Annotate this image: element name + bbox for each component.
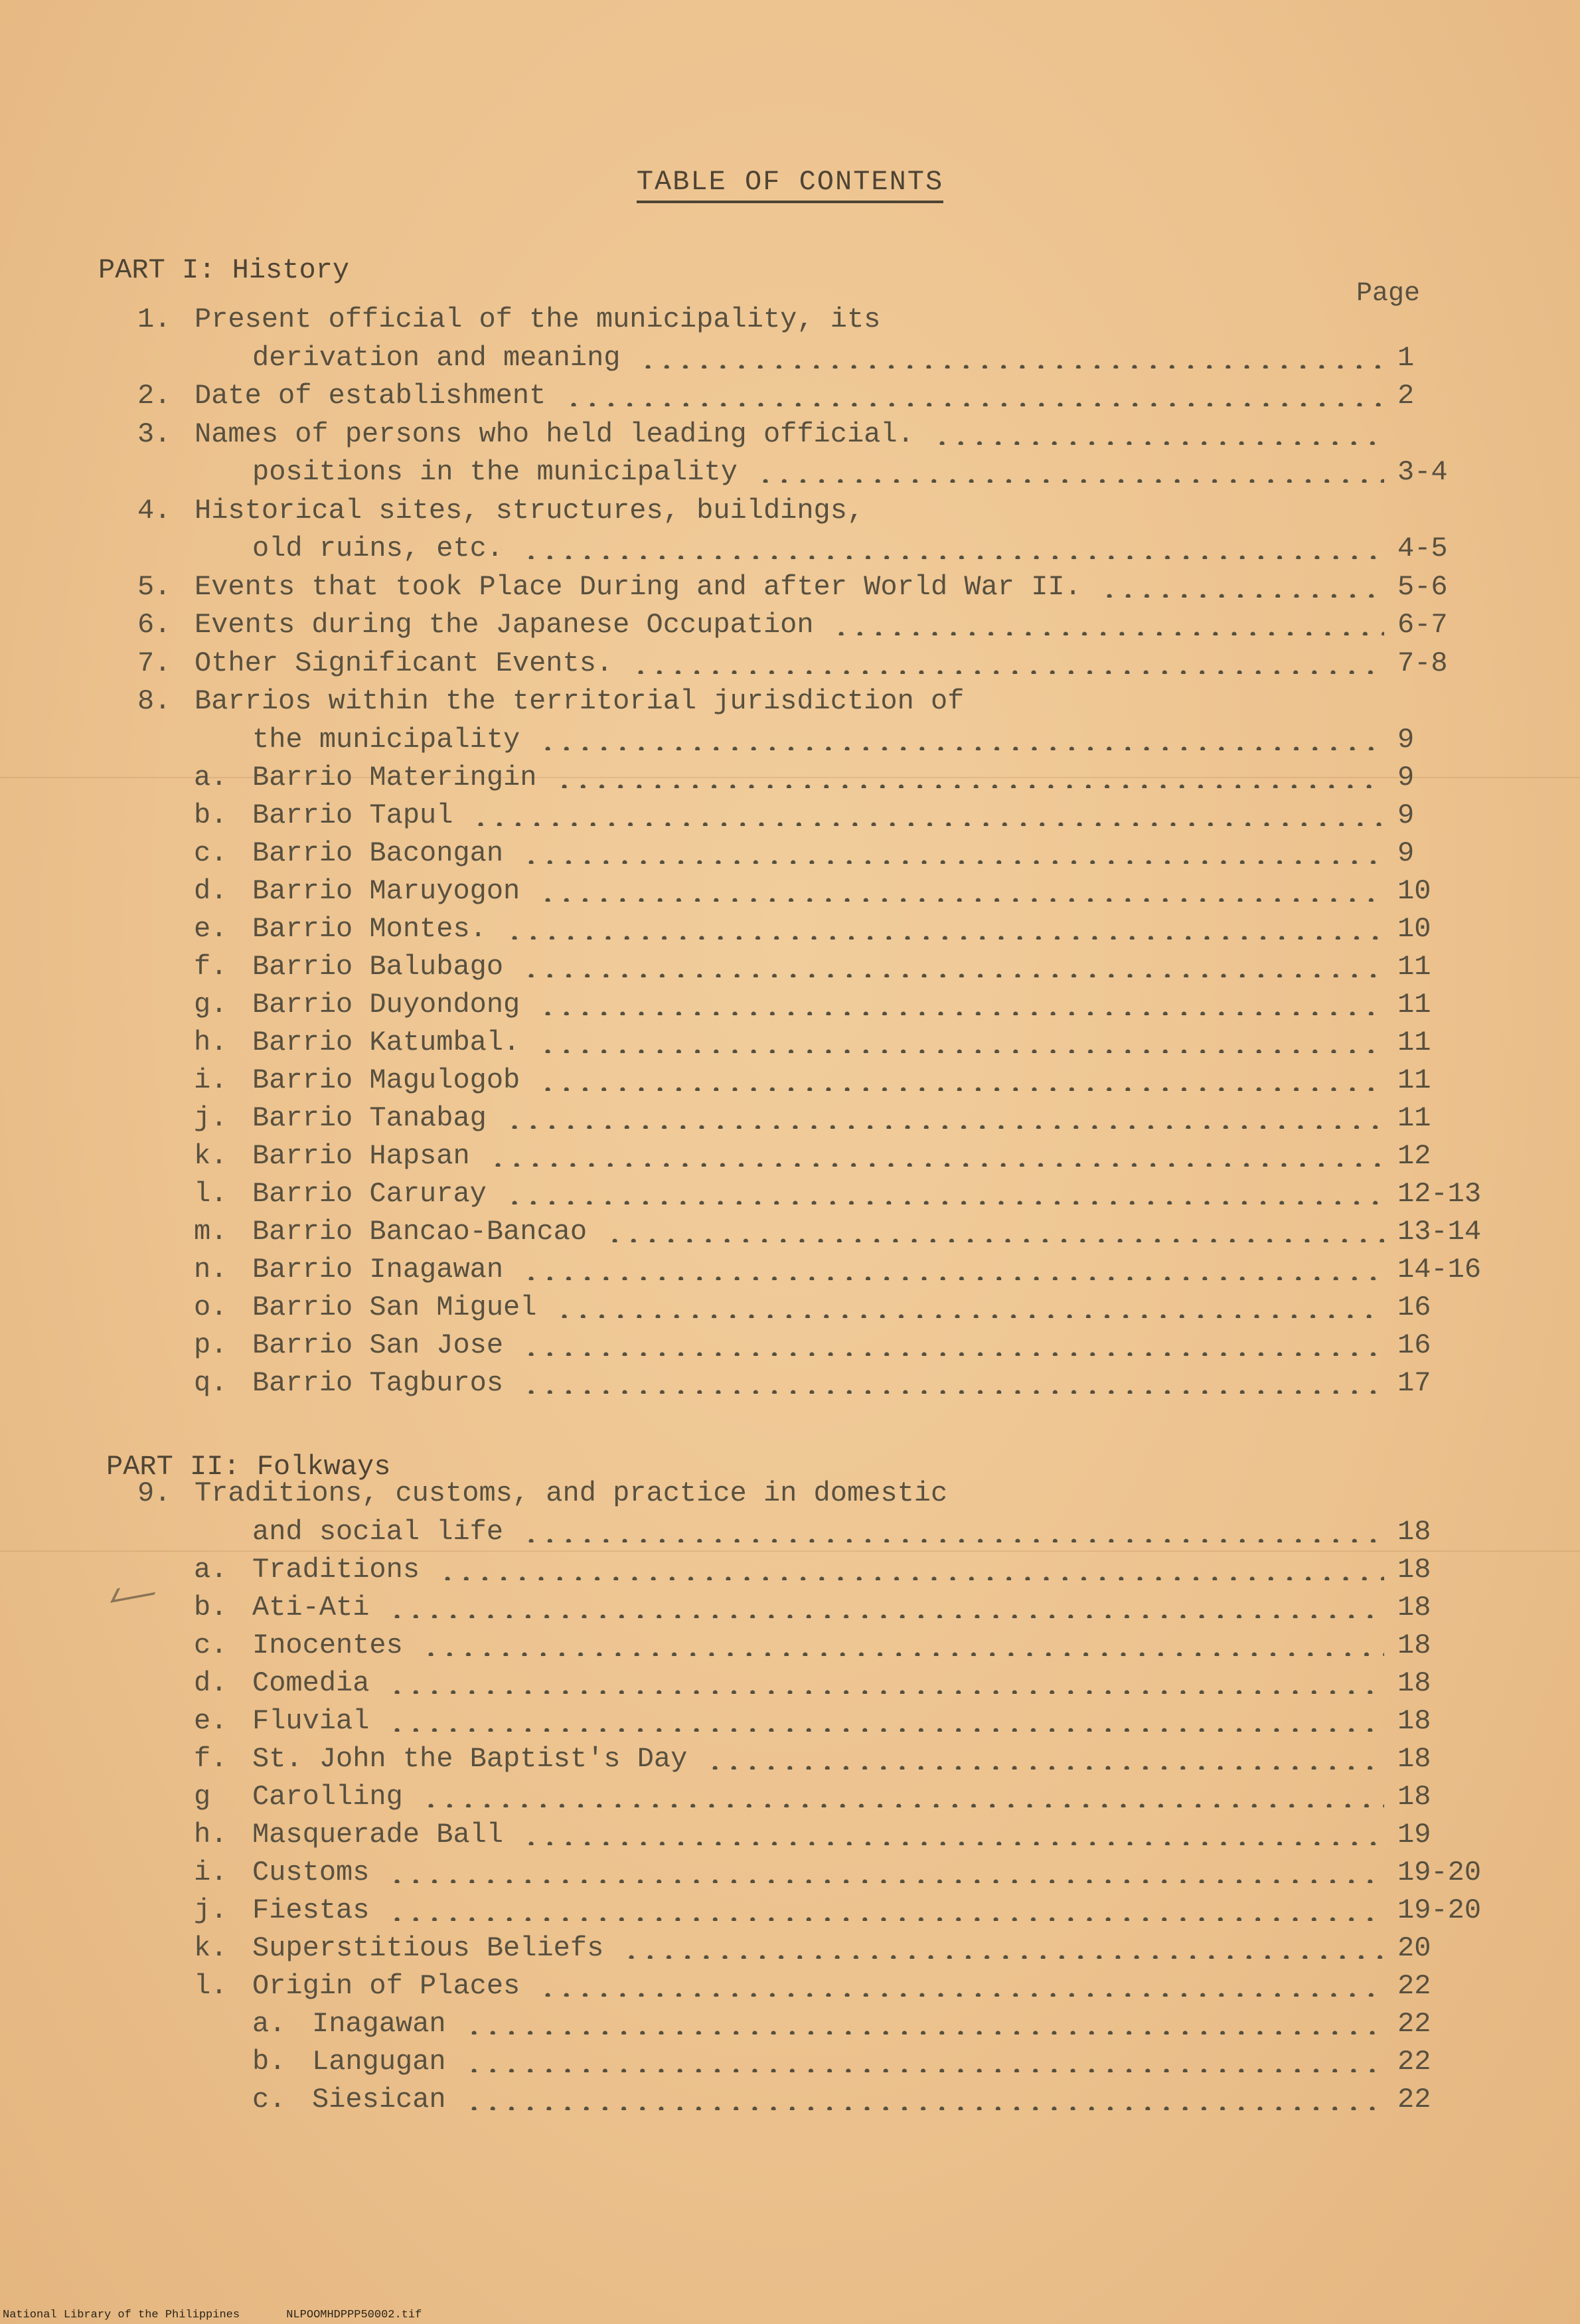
toc-row	[0, 2084, 1580, 2121]
toc-item-number: 7.	[137, 647, 171, 679]
toc-row	[0, 837, 1580, 874]
toc-item-number: l.	[194, 1970, 228, 2002]
toc-item-label: Barrio Magulogob	[252, 1064, 520, 1096]
toc-page-number: 5-6	[1397, 571, 1448, 603]
toc-item-number: m.	[194, 1216, 228, 1248]
toc-page-number: 18	[1397, 1667, 1431, 1699]
toc-item-label: Inagawan	[312, 2008, 446, 2040]
toc-item-number: c.	[194, 1629, 228, 1661]
toc-item-label: Names of persons who held leading official.	[195, 418, 914, 450]
dot-leader	[465, 2068, 1384, 2072]
toc-item-number: 4.	[137, 495, 171, 527]
dot-leader	[505, 936, 1384, 940]
dot-leader	[489, 1163, 1384, 1167]
toc-row	[0, 989, 1580, 1026]
toc-item-number: i.	[194, 1064, 228, 1096]
toc-page-number: 9	[1397, 799, 1415, 831]
toc-item-number: e.	[194, 913, 228, 945]
toc-item-label: Barrio Tanabag	[252, 1102, 487, 1134]
toc-item-label: Barrio San Jose	[252, 1329, 504, 1361]
toc-item-number: 8.	[137, 685, 171, 717]
toc-page-number: 18	[1397, 1705, 1431, 1737]
toc-item-number: i.	[194, 1857, 228, 1888]
toc-row	[0, 1178, 1580, 1215]
toc-item-label: Origin of Places	[252, 1970, 520, 2002]
toc-item-label: Traditions, customs, and practice in domestic	[195, 1477, 948, 1509]
toc-page-number: 11	[1397, 951, 1431, 983]
toc-row	[0, 1554, 1580, 1591]
toc-page-number: 22	[1397, 2084, 1431, 2116]
page-column-header: Page	[1356, 279, 1421, 309]
toc-item-number: c.	[194, 837, 228, 869]
toc-row	[0, 495, 1580, 532]
dot-leader	[538, 746, 1384, 750]
toc-item-number: p.	[194, 1329, 228, 1361]
toc-item-number: h.	[194, 1027, 228, 1058]
toc-row	[0, 1516, 1580, 1553]
toc-item-number: k.	[194, 1932, 228, 1964]
dot-leader	[505, 1201, 1384, 1204]
toc-item-number: 3.	[137, 418, 171, 450]
toc-row	[0, 1894, 1580, 1932]
dot-leader	[555, 1314, 1384, 1318]
toc-item-number: f.	[194, 951, 228, 983]
toc-row	[0, 1329, 1580, 1367]
toc-row	[0, 456, 1580, 493]
toc-page-number: 7-8	[1397, 647, 1448, 679]
toc-item-number: c.	[252, 2084, 286, 2116]
toc-item-number: 2.	[137, 380, 171, 412]
footer-library: National Library of the Philippines	[3, 2309, 240, 2321]
toc-item-label: Historical sites, structures, buildings,	[195, 495, 864, 527]
toc-page-number: 9	[1397, 724, 1415, 756]
dot-leader	[522, 1841, 1384, 1845]
toc-row	[0, 1743, 1580, 1780]
toc-item-label: Date of establishment	[195, 380, 546, 412]
toc-row	[0, 1592, 1580, 1629]
toc-item-label: Comedia	[252, 1667, 370, 1699]
toc-item-number: k.	[194, 1140, 228, 1172]
toc-item-number: e.	[194, 1705, 228, 1737]
toc-row	[0, 571, 1580, 608]
toc-item-label: Ati-Ati	[252, 1592, 370, 1623]
toc-row	[0, 762, 1580, 799]
toc-item-number: j.	[194, 1102, 228, 1134]
toc-item-label: Barrio Maruyogon	[252, 875, 520, 907]
toc-item-label: Barrio Inagawan	[252, 1254, 504, 1286]
dot-leader	[555, 784, 1384, 788]
toc-item-label: Barrio Balubago	[252, 951, 504, 983]
toc-page-number: 1	[1397, 342, 1415, 374]
toc-item-label: Inocentes	[252, 1629, 403, 1661]
toc-item-number: b.	[194, 799, 228, 831]
toc-item-label: positions in the municipality	[252, 456, 738, 488]
toc-row	[0, 1216, 1580, 1253]
toc-row	[0, 1781, 1580, 1818]
toc-page-number: 20	[1397, 1932, 1431, 1964]
toc-row	[0, 1367, 1580, 1404]
toc-page-number: 12-13	[1397, 1178, 1482, 1210]
dot-leader	[388, 1728, 1384, 1732]
toc-page-number: 12	[1397, 1140, 1431, 1172]
dot-leader	[388, 1879, 1384, 1883]
toc-page-number: 22	[1397, 2008, 1431, 2040]
toc-row	[0, 1064, 1580, 1102]
dot-leader	[832, 631, 1384, 635]
toc-row	[0, 2008, 1580, 2045]
toc-item-number: q.	[194, 1367, 228, 1399]
toc-item-label: Traditions	[252, 1554, 420, 1586]
toc-page-number: 11	[1397, 989, 1431, 1021]
toc-row	[0, 1857, 1580, 1894]
toc-item-label: Barrio Duyondong	[252, 989, 520, 1021]
toc-row	[0, 1705, 1580, 1742]
toc-row	[0, 380, 1580, 417]
dot-leader	[538, 898, 1384, 902]
toc-row	[0, 799, 1580, 837]
toc-item-number: n.	[194, 1254, 228, 1286]
toc-row	[0, 1291, 1580, 1329]
toc-page-number: 11	[1397, 1102, 1431, 1134]
toc-page-number: 16	[1397, 1291, 1431, 1323]
toc-page-number: 17	[1397, 1367, 1431, 1399]
dot-leader	[605, 1238, 1384, 1242]
toc-item-number: a.	[252, 2008, 286, 2040]
toc-row	[0, 1477, 1580, 1515]
dot-leader	[522, 1538, 1384, 1542]
toc-item-label: Fiestas	[252, 1894, 370, 1926]
toc-item-number: g.	[194, 989, 228, 1021]
toc-item-label: Fluvial	[252, 1705, 370, 1737]
dot-leader	[538, 1087, 1384, 1091]
toc-row	[0, 1254, 1580, 1291]
dot-leader	[505, 1125, 1384, 1129]
toc-row	[0, 1932, 1580, 1969]
toc-page-number: 10	[1397, 875, 1431, 907]
dot-leader	[388, 1690, 1384, 1694]
page-title-text: TABLE OF CONTENTS	[637, 166, 943, 203]
toc-item-number: a.	[194, 762, 228, 793]
dot-leader	[756, 479, 1384, 483]
toc-item-label: Superstitious Beliefs	[252, 1932, 604, 1964]
toc-item-number: f.	[194, 1743, 228, 1775]
toc-row	[0, 875, 1580, 912]
toc-row	[0, 1970, 1580, 2007]
toc-item-number: 6.	[137, 609, 171, 641]
toc-item-label: Events during the Japanese Occupation	[195, 609, 814, 641]
toc-page-number: 11	[1397, 1064, 1431, 1096]
toc-item-label: Barrio Caruray	[252, 1178, 487, 1210]
toc-item-label: Masquerade Ball	[252, 1819, 504, 1851]
toc-item-label: Barrio Materingin	[252, 762, 537, 793]
toc-item-number: a.	[194, 1554, 228, 1586]
toc-row	[0, 1819, 1580, 1856]
dot-leader	[388, 1614, 1384, 1618]
toc-page-number: 3-4	[1397, 456, 1448, 488]
toc-item-label: derivation and meaning	[252, 342, 621, 374]
toc-item-label: Carolling	[252, 1781, 403, 1813]
dot-leader	[1100, 594, 1384, 598]
toc-page-number: 9	[1397, 837, 1415, 869]
toc-item-number: d.	[194, 1667, 228, 1699]
toc-item-label: Present official of the municipality, its	[195, 303, 881, 335]
dot-leader	[933, 441, 1384, 445]
dot-leader	[388, 1917, 1384, 1921]
toc-item-number: b.	[252, 2046, 286, 2078]
scan-footer	[3, 2309, 461, 2321]
toc-item-label: Customs	[252, 1857, 370, 1888]
dot-leader	[465, 2031, 1384, 2034]
toc-item-label: Events that took Place During and after World War II.	[195, 571, 1081, 603]
toc-item-number: b.	[194, 1592, 228, 1623]
dot-leader	[438, 1576, 1384, 1580]
toc-item-label: Barrio Katumbal.	[252, 1027, 520, 1058]
toc-item-label: Barrio Tapul	[252, 799, 453, 831]
part-1-heading: PART I: History	[98, 254, 350, 286]
toc-row	[0, 1102, 1580, 1139]
toc-item-label: Barrio Montes.	[252, 913, 487, 945]
toc-page-number: 18	[1397, 1516, 1431, 1548]
dot-leader	[465, 2106, 1384, 2110]
toc-item-label: St. John the Baptist's Day	[252, 1743, 688, 1775]
toc-row	[0, 1140, 1580, 1177]
dot-leader	[564, 402, 1384, 406]
dot-leader	[522, 973, 1384, 977]
toc-item-label: Siesican	[312, 2084, 446, 2116]
toc-item-label: Barrio Hapsan	[252, 1140, 470, 1172]
toc-row	[0, 303, 1580, 341]
toc-item-number: o.	[194, 1291, 228, 1323]
toc-page-number: 9	[1397, 762, 1415, 793]
dot-leader	[706, 1766, 1384, 1770]
toc-item-label: Other Significant Events.	[195, 647, 613, 679]
page-title	[0, 166, 1580, 198]
toc-row	[0, 533, 1580, 570]
dot-leader	[522, 860, 1384, 864]
toc-page-number: 2	[1397, 380, 1415, 412]
toc-item-number: d.	[194, 875, 228, 907]
toc-page-number: 6-7	[1397, 609, 1448, 641]
toc-item-label: Barrio Bacongan	[252, 837, 504, 869]
toc-row	[0, 685, 1580, 722]
toc-item-number: 9.	[137, 1477, 171, 1509]
dot-leader	[522, 555, 1384, 559]
toc-item-label: old ruins, etc.	[252, 533, 504, 564]
toc-page-number: 14-16	[1397, 1254, 1482, 1286]
dot-leader	[538, 1993, 1384, 1997]
toc-row	[0, 2046, 1580, 2083]
toc-page-number: 4-5	[1397, 533, 1448, 564]
toc-page-number: 18	[1397, 1554, 1431, 1586]
dot-leader	[639, 365, 1384, 369]
toc-page-number: 10	[1397, 913, 1431, 945]
toc-page-number: 19	[1397, 1819, 1431, 1851]
footer-filename: NLPOOMHDPPP50002.tif	[286, 2309, 422, 2321]
toc-row	[0, 418, 1580, 456]
toc-page-number: 19-20	[1397, 1894, 1482, 1926]
toc-item-number: h.	[194, 1819, 228, 1851]
toc-row	[0, 951, 1580, 988]
toc-page-number: 18	[1397, 1629, 1431, 1661]
toc-item-number: l.	[194, 1178, 228, 1210]
toc-page-number: 22	[1397, 1970, 1431, 2002]
toc-page-number: 18	[1397, 1743, 1431, 1775]
toc-item-number: 1.	[137, 303, 171, 335]
dot-leader	[522, 1390, 1384, 1394]
toc-item-label: Barrio San Miguel	[252, 1291, 537, 1323]
toc-item-label: and social life	[252, 1516, 504, 1548]
part-2-heading: PART II: Folkways	[106, 1451, 391, 1483]
dot-leader	[471, 822, 1384, 826]
toc-item-number: g	[194, 1781, 211, 1813]
toc-page-number: 22	[1397, 2046, 1431, 2078]
dot-leader	[422, 1652, 1384, 1656]
toc-page-number: 18	[1397, 1592, 1431, 1623]
toc-item-number: 5.	[137, 571, 171, 603]
toc-row	[0, 724, 1580, 761]
dot-leader	[522, 1276, 1384, 1280]
dot-leader	[631, 670, 1384, 674]
toc-row	[0, 647, 1580, 685]
toc-item-label: Barrio Bancao-Bancao	[252, 1216, 588, 1248]
dot-leader	[622, 1955, 1384, 1959]
dot-leader	[422, 1803, 1384, 1807]
toc-item-number: j.	[194, 1894, 228, 1926]
toc-row	[0, 342, 1580, 379]
toc-page-number: 11	[1397, 1027, 1431, 1058]
toc-row	[0, 913, 1580, 950]
toc-item-label: Barrios within the territorial jurisdiction of	[195, 685, 965, 717]
toc-row	[0, 1027, 1580, 1064]
dot-leader	[538, 1011, 1384, 1015]
dot-leader	[538, 1049, 1384, 1053]
toc-page-number: 16	[1397, 1329, 1431, 1361]
toc-item-label: Barrio Tagburos	[252, 1367, 504, 1399]
toc-row	[0, 1629, 1580, 1667]
toc-page-number: 19-20	[1397, 1857, 1482, 1888]
toc-page-number: 13-14	[1397, 1216, 1482, 1248]
dot-leader	[522, 1352, 1384, 1356]
toc-row	[0, 609, 1580, 646]
toc-item-label: the municipality	[252, 724, 520, 756]
toc-row	[0, 1667, 1580, 1704]
toc-item-label: Langugan	[312, 2046, 446, 2078]
toc-page-number: 18	[1397, 1781, 1431, 1813]
